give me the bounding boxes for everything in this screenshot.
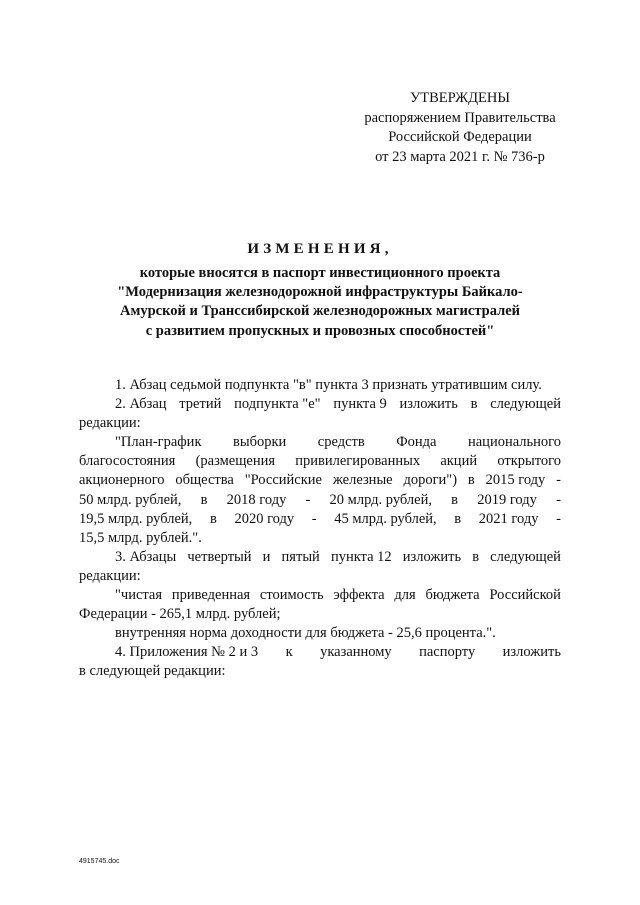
- word: средств: [317, 434, 365, 451]
- quote-line: [79, 452, 561, 471]
- item-3: [79, 548, 561, 567]
- subtitle-line: Амурской и Транссибирской железнодорожных магистралей: [120, 303, 520, 320]
- item-2-cont: редакции:: [79, 415, 141, 432]
- approval-authority: распоряжением Правительства: [364, 109, 556, 126]
- word: бюджета: [425, 587, 480, 604]
- word: паспорту: [419, 644, 476, 661]
- word: изложить: [502, 644, 561, 661]
- word: привилегированных: [295, 453, 421, 470]
- word: (размещения: [195, 453, 276, 470]
- word: -: [556, 510, 561, 527]
- word: общества: [175, 472, 234, 489]
- word: 2. Абзац: [115, 396, 167, 413]
- word: к: [285, 644, 293, 661]
- word: следующей: [490, 548, 561, 565]
- word: 19,5 млрд. рублей,: [79, 510, 193, 527]
- quote-line: внутренняя норма доходности для бюджета - 25,6 процента.".: [115, 625, 496, 642]
- word: акций: [440, 453, 478, 470]
- word: выборки: [232, 434, 287, 451]
- word: в: [454, 510, 462, 527]
- approval-date-number: от 23 марта 2021 г. № 736-р: [375, 148, 545, 165]
- item-3-cont: редакции:: [79, 567, 141, 584]
- word: в: [467, 472, 475, 489]
- word: -: [305, 491, 311, 508]
- approval-label: УТВЕРЖДЕНЫ: [409, 90, 511, 106]
- document-body: [79, 376, 561, 682]
- word: национального: [467, 434, 561, 451]
- word: "чистая: [115, 587, 163, 604]
- document-title: ИЗМЕНЕНИЯ,: [247, 241, 393, 257]
- word: акционерного: [79, 472, 165, 489]
- word: -: [556, 472, 561, 489]
- item-4-cont: в следующей редакции:: [79, 663, 226, 680]
- word: 20 млрд. рублей,: [329, 491, 432, 508]
- word: в: [209, 510, 217, 527]
- word: 2015 году: [485, 472, 546, 489]
- quote-line: [79, 491, 561, 510]
- word: дороги"): [403, 472, 458, 489]
- word: 2020 году: [234, 510, 295, 527]
- word: благосостояния: [79, 453, 176, 470]
- quote-line: [79, 471, 561, 490]
- item-1: 1. Абзац седьмой подпункта "в" пункта 3 признать утратившим силу.: [115, 377, 542, 393]
- word: пятый: [281, 548, 320, 565]
- quote-line: [79, 433, 561, 452]
- word: и: [262, 548, 271, 565]
- document-subtitle: [80, 264, 560, 341]
- word: для: [394, 587, 416, 604]
- quote-line: [79, 510, 561, 529]
- word: подпункта "е": [234, 396, 321, 413]
- item-4: [79, 643, 561, 662]
- word: "Российские: [244, 472, 322, 489]
- item-2: [79, 395, 561, 414]
- word: приведенная: [171, 587, 251, 604]
- word: 2018 году: [226, 491, 287, 508]
- word: 2019 году: [477, 491, 537, 508]
- word: в: [451, 491, 459, 508]
- approval-block: [340, 89, 580, 167]
- file-name: 4915745.doc: [79, 858, 120, 865]
- word: Российской: [489, 587, 561, 604]
- word: 2021 году: [478, 510, 539, 527]
- quote-line: 15,5 млрд. рублей.".: [79, 529, 202, 546]
- subtitle-line: "Модернизация железнодорожной инфраструктуры Байкало-: [117, 284, 523, 301]
- word: 4. Приложения № 2 и 3: [115, 644, 259, 661]
- approval-country: Российской Федерации: [388, 129, 532, 145]
- word: пункта 12: [330, 548, 392, 565]
- subtitle-line: которые вносятся в паспорт инвестиционного проекта: [139, 265, 501, 281]
- word: изложить: [399, 396, 458, 413]
- word: Фонда: [396, 434, 437, 451]
- word: стоимость: [259, 587, 324, 604]
- word: в: [472, 548, 480, 565]
- word: -: [311, 510, 317, 527]
- word: эффекта: [333, 587, 385, 604]
- word: указанному: [320, 644, 392, 661]
- word: 45 млрд. рублей,: [334, 510, 437, 527]
- word: четвертый: [187, 548, 252, 565]
- word: открытого: [497, 453, 561, 470]
- quote-line: [79, 586, 561, 605]
- word: в: [200, 491, 208, 508]
- subtitle-line: с развитием пропускных и провозных способностей": [145, 322, 495, 339]
- word: 3. Абзацы: [115, 548, 177, 565]
- word: изложить: [402, 548, 462, 565]
- word: следующей: [490, 396, 561, 413]
- word: третий: [179, 396, 222, 413]
- word: "План-график: [115, 434, 202, 451]
- word: железные: [332, 472, 393, 489]
- word: 50 млрд. рублей,: [79, 491, 182, 508]
- word: пункта 9: [333, 396, 387, 413]
- word: в: [470, 396, 478, 413]
- quote-line: Федерации - 265,1 млрд. рублей;: [79, 606, 281, 623]
- word: -: [556, 491, 561, 508]
